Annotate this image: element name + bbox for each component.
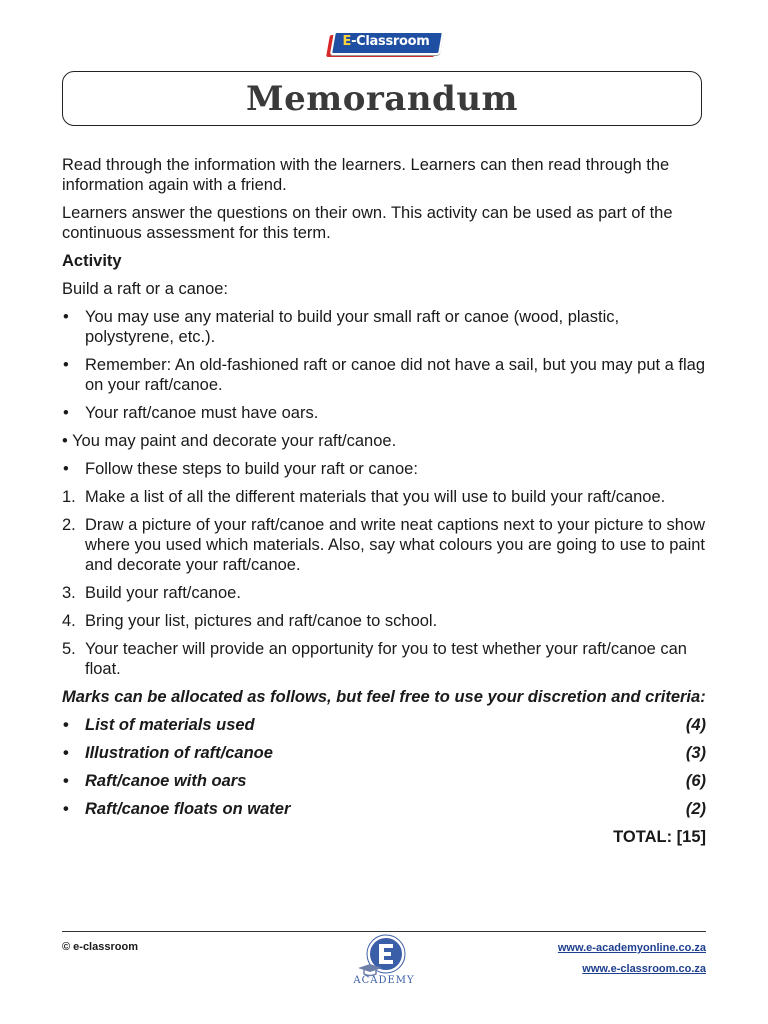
e-classroom-logo [328, 31, 440, 57]
step-item [62, 583, 706, 603]
copyright-text: © e-classroom [62, 941, 138, 953]
bullet-text: Remember: An old-fashioned raft or canoe did not have a sail, but you may put a flag on your raft/canoe. [85, 356, 706, 394]
bullet-marker: • [63, 460, 69, 478]
step-item [62, 611, 706, 631]
build-line: Build a raft or a canoe: [62, 280, 229, 298]
step-number: 4. [62, 612, 76, 630]
footer-links [558, 938, 706, 980]
mark-label: Raft/canoe floats on water [85, 800, 291, 818]
bullet-item [62, 307, 706, 347]
mark-label: Raft/canoe with oars [85, 772, 247, 790]
bullet-text: You may use any material to build your small raft or canoe (wood, plastic, polystyrene, etc.). [85, 308, 620, 346]
mark-row [62, 771, 706, 791]
mark-value: (2) [685, 800, 706, 818]
bullet-marker: • [63, 404, 69, 422]
step-number: 1. [62, 488, 76, 506]
logo-e-letter: E [342, 34, 352, 49]
academy-emblem-icon [348, 934, 420, 978]
footer-divider [62, 931, 706, 932]
activity-heading: Activity [62, 252, 122, 270]
step-number: 5. [62, 640, 76, 658]
mark-label: Illustration of raft/canoe [85, 744, 273, 762]
step-number: 2. [62, 516, 76, 534]
step-text: Draw a picture of your raft/canoe and write neat captions next to your picture to show where you used which materials. Also, say what colours you are going to use to paint and decorate your raft/canoe. [85, 516, 706, 574]
inline-bullet-line: • You may paint and decorate your raft/canoe. [62, 432, 397, 450]
academy-logo [348, 934, 420, 990]
bullet-marker: • [63, 356, 69, 374]
bullet-item [62, 403, 706, 423]
mark-row [62, 715, 706, 735]
step-item [62, 487, 706, 507]
step-text: Bring your list, pictures and raft/canoe to school. [85, 612, 438, 630]
intro-paragraph-1: Read through the information with the learners. Learners can then read through the information again with a friend. [62, 156, 670, 194]
bullet-item [62, 459, 706, 479]
bullet-text: Your raft/canoe must have oars. [85, 404, 319, 422]
mark-label: List of materials used [85, 716, 255, 734]
bullet-marker: • [63, 772, 69, 790]
intro-paragraph-2: Learners answer the questions on their own. This activity can be used as part of the continuous assessment for this term. [62, 204, 673, 242]
step-item [62, 515, 706, 575]
bullet-marker: • [63, 308, 69, 326]
bullet-marker: • [63, 716, 69, 734]
mark-value: (6) [685, 772, 706, 790]
step-number: 3. [62, 584, 76, 602]
step-text: Your teacher will provide an opportunity for you to test whether your raft/canoe can float. [85, 640, 687, 678]
bullet-item [62, 355, 706, 395]
academy-label: ACADEMY [353, 975, 415, 986]
mark-row [62, 799, 706, 819]
logo-text [336, 33, 436, 51]
steps-intro: Follow these steps to build your raft or canoe: [85, 460, 418, 478]
mark-value: (4) [685, 716, 706, 734]
marks-title: Marks can be allocated as follows, but feel free to use your discretion and criteria: [62, 688, 706, 706]
academy-website-link[interactable]: www.e-academyonline.co.za [557, 942, 706, 954]
mark-value: (3) [685, 744, 706, 762]
step-text: Build your raft/canoe. [85, 584, 241, 602]
bullet-marker: • [63, 800, 69, 818]
title-box [62, 71, 702, 126]
mark-row [62, 743, 706, 763]
memo-content [62, 155, 706, 847]
step-text: Make a list of all the different materials that you will use to build your raft/canoe. [85, 488, 666, 506]
bullet-marker: • [63, 744, 69, 762]
classroom-website-link[interactable]: www.e-classroom.co.za [582, 963, 706, 975]
logo-word: -Classroom [351, 34, 430, 49]
step-item [62, 639, 706, 679]
page-title: Memorandum [245, 78, 519, 119]
total-marks: TOTAL: [15] [613, 828, 706, 846]
